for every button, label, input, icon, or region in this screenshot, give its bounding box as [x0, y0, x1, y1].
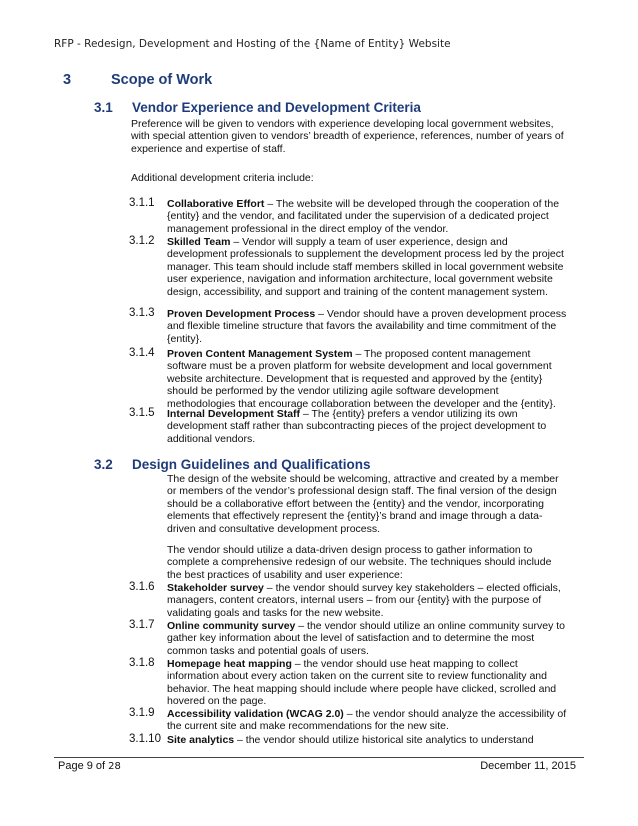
list-item [129, 582, 569, 619]
page-number [58, 760, 121, 772]
subsection-heading-3-2 [94, 457, 371, 472]
list-item [129, 734, 569, 746]
list-item [129, 198, 569, 235]
subsection-heading-3-1 [94, 100, 421, 115]
item-text: – the vendor should use heat mapping to collect information about every action taken on the current site to review functionality and behavior. The heat mapping should include where people have clicked, scrolled and hovered on the page. [167, 658, 557, 708]
item-term: Internal Development Staff [167, 408, 301, 420]
additional-criteria-label: Additional development criteria include: [131, 172, 314, 184]
item-number: 3.1.3 [129, 307, 155, 319]
item-text: – The proposed content management software must be a proven platform for website development and local government website architecture. Development that is requested and approved by the {entity} should be performed by the vendor utilizing agile software development methodologies that encourage collaboration between the developer and the {entity}. [167, 348, 556, 410]
page-label: Page 9 of [58, 760, 109, 772]
item-term: Online community survey [167, 620, 296, 632]
item-text: – Vendor should have a proven development process and flexible timeline structure that favors the availability and time commitment of the {entity}. [167, 308, 567, 345]
footer-date: December 11, 2015 [480, 760, 576, 772]
item-text: – the vendor should utilize an online community survey to gather key information about the level of satisfaction and to determine the most common tasks and potential goals of users. [167, 620, 566, 657]
intro-paragraph: Preference will be given to vendors with experience developing local government websites, with special attention given to vendors’ breadth of experience, references, number of years of experience and expertise of staff. [131, 118, 564, 155]
design-paragraph: The design of the website should be welcoming, attractive and created by a member or members of the vendor’s professional design staff. The final version of the design should be a collaborative effort between the {entity} and the vendor, incorporating elements that effectively represent the {entity}’s brand and image through a data-driven and consultative development process. [167, 473, 559, 535]
item-number: 3.1.6 [129, 581, 155, 593]
subsection-title: Design Guidelines and Qualifications [132, 457, 371, 472]
item-text: – The {entity} prefers a vendor utilizing its own development staff rather than subcontracting pieces of the project development to additional vendors. [167, 408, 547, 445]
list-item [129, 348, 569, 410]
item-term: Accessibility validation (WCAG 2.0) [167, 708, 344, 720]
item-number: 3.1.9 [129, 707, 155, 719]
item-number: 3.1.2 [129, 235, 155, 247]
item-number: 3.1.8 [129, 657, 155, 669]
item-text: – the vendor should utilize historical site analytics to understand [234, 734, 534, 746]
item-term: Homepage heat mapping [167, 658, 292, 670]
item-term: Stakeholder survey [167, 582, 264, 594]
item-text: – Vendor will supply a team of user experience, design and development professionals to supplement the development process led by the project manager. This team should include staff members skilled in local government website user experience, navigation and information architecture, local government website design, accessibility, and support and training of the content management system. [167, 236, 564, 298]
item-number: 3.1.10 [129, 733, 161, 745]
section-number: 3 [63, 72, 72, 88]
subsection-number: 3.2 [94, 457, 113, 472]
page-total: 28 [108, 761, 121, 772]
subsection-number: 3.1 [94, 100, 113, 115]
item-number: 3.1.4 [129, 347, 155, 359]
subsection-title: Vendor Experience and Development Criteria [132, 100, 421, 115]
item-term: Collaborative Effort [167, 198, 265, 210]
item-text: – The website will be developed through the cooperation of the {entity} and the vendor, and facilitated under the supervision of a dedicated project management professional in the direct employ of the vendor. [167, 198, 560, 235]
item-text: – the vendor should survey key stakeholders – elected officials, managers, content creators, internal users – from our {entity} with the purpose of validating goals and tasks for the new website. [167, 582, 561, 619]
list-item [129, 308, 569, 345]
item-term: Site analytics [167, 734, 235, 746]
item-term: Skilled Team [167, 236, 231, 248]
list-item [129, 236, 569, 298]
list-item [129, 408, 569, 445]
item-text: – the vendor should analyze the accessibility of the current site and make recommendations for the new site. [167, 708, 567, 733]
section-heading [63, 72, 212, 88]
item-term: Proven Content Management System [167, 348, 353, 360]
list-item [129, 658, 569, 708]
list-item [129, 620, 569, 657]
section-title: Scope of Work [111, 72, 213, 88]
footer-divider [54, 757, 584, 758]
item-number: 3.1.1 [129, 197, 155, 209]
design-process-paragraph: The vendor should utilize a data-driven design process to gather information to complete a comprehensive redesign of our website. The techniques should include the best practices of usability and user experience: [167, 544, 552, 581]
running-header: RFP - Redesign, Development and Hosting of the {Name of Entity} Website [54, 38, 451, 50]
item-number: 3.1.7 [129, 619, 155, 631]
list-item [129, 708, 569, 733]
item-number: 3.1.5 [129, 407, 155, 419]
item-term: Proven Development Process [167, 308, 316, 320]
